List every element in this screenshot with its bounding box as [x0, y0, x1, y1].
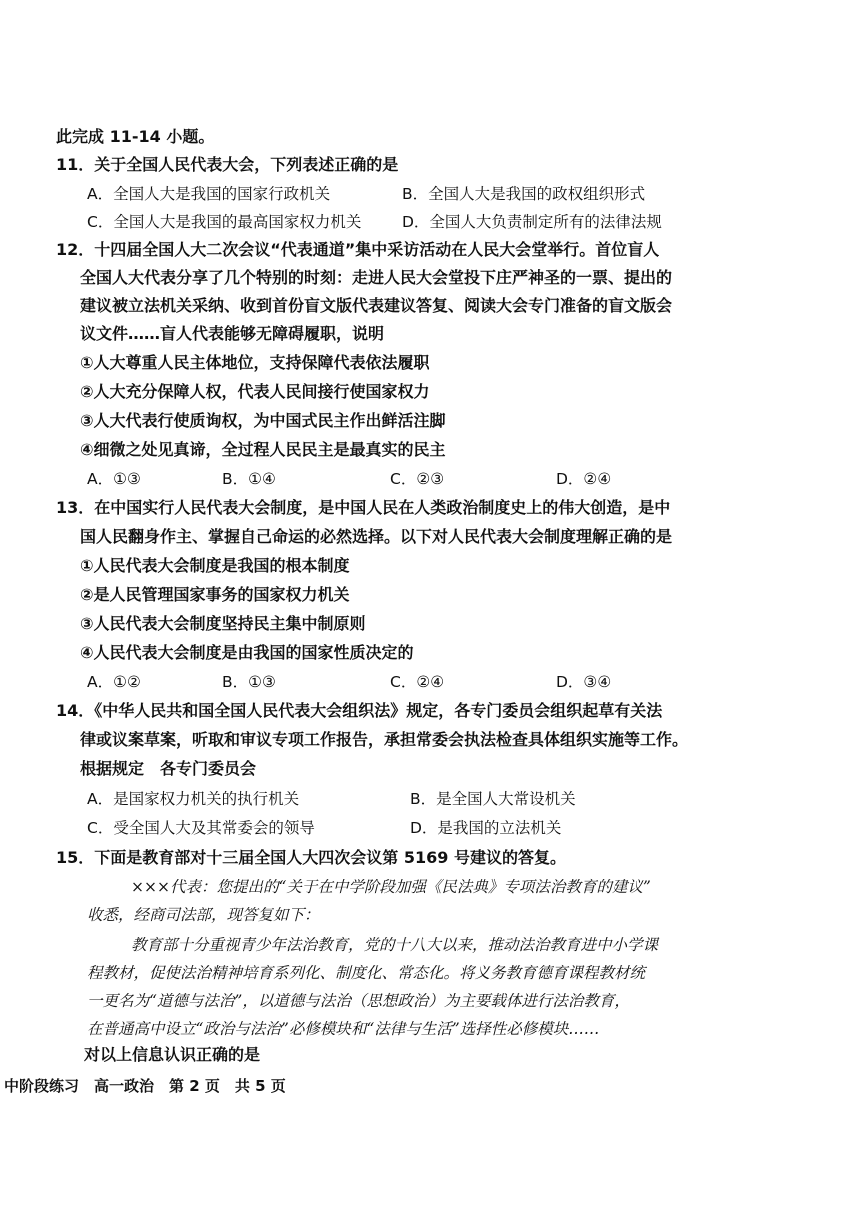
- q15-letter-line: 收悉，经商司法部，现答复如下：: [87, 906, 320, 924]
- q13-stem-line: 13．在中国实行人民代表大会制度，是中国人民在人类政治制度史上的伟大创造，是中: [56, 498, 671, 517]
- q12-stem-line: 全国人大代表分享了几个特别的时刻：走进人民大会堂投下庄严神圣的一票、提出的: [80, 268, 673, 287]
- q13-item: ①人民代表大会制度是我国的根本制度: [80, 556, 350, 575]
- q13-stem-line: 国人民翻身作主、掌握自己命运的必然选择。以下对人民代表大会制度理解正确的是: [80, 527, 673, 546]
- q14-stem-line: 根据规定 各专门委员会: [80, 759, 257, 778]
- q13-choice-a: A．①②: [87, 673, 141, 691]
- q12-item: ④细微之处见真谛，全过程人民民主是最真实的民主: [80, 440, 446, 459]
- q13-item: ④人民代表大会制度是由我国的国家性质决定的: [80, 643, 414, 662]
- q11-option-d: D．全国人大负责制定所有的法律法规: [402, 213, 662, 231]
- q12-item: ①人大尊重人民主体地位，支持保障代表依法履职: [80, 353, 430, 372]
- q15-letter-line: 教育部十分重视青少年法治教育，党的十八大以来，推动法治教育进中小学课: [131, 936, 659, 954]
- q12-item: ③人大代表行使质询权，为中国式民主作出鲜活注脚: [80, 411, 446, 430]
- q12-stem-line: 议文件……盲人代表能够无障碍履职，说明: [80, 324, 385, 343]
- q13-item: ②是人民管理国家事务的国家权力机关: [80, 585, 350, 604]
- q14-stem-line: 律或议案草案，听取和审议专项工作报告，承担常委会执法检查具体组织实施等工作。: [80, 730, 689, 749]
- q15-letter-line: 在普通高中设立“政治与法治”必修模块和“法律与生活”选择性必修模块……: [87, 1020, 600, 1038]
- q13-choice-d: D．③④: [556, 673, 612, 691]
- q12-choice-d: D．②④: [556, 470, 612, 488]
- q14-option-b: B．是全国人大常设机关: [410, 790, 576, 808]
- q11-option-c: C．全国人大是我国的最高国家权力机关: [87, 213, 362, 231]
- q14-stem-line: 14．《中华人民共和国全国人民代表大会组织法》规定，各专门委员会组织起草有关法: [56, 701, 663, 720]
- q12-choice-c: C．②③: [390, 470, 445, 488]
- q12-choice-b: B．①④: [222, 470, 276, 488]
- q14-option-d: D．是我国的立法机关: [410, 819, 562, 837]
- q14-option-c: C．受全国人大及其常委会的领导: [87, 819, 315, 837]
- page-footer: 中阶段练习 高一政治 第 2 页 共 5 页: [4, 1077, 286, 1095]
- q15-letter-line: 程教材，促使法治精神培育系列化、制度化、常态化。将义务教育德育课程教材统: [87, 964, 646, 982]
- q15-letter-line: ×××代表：您提出的“关于在中学阶段加强《民法典》专项法治教育的建议”: [131, 878, 651, 896]
- q12-stem-line: 建议被立法机关采纳、收到首份盲文版代表建议答复、阅读大会专门准备的盲文版会: [80, 296, 673, 315]
- intro-text: 此完成 11-14 小题。: [56, 127, 215, 146]
- q15-letter-line: 一更名为“道德与法治”，以道德与法治（思想政治）为主要载体进行法治教育，: [87, 992, 630, 1010]
- q11-stem: 11．关于全国人民代表大会，下列表述正确的是: [56, 155, 399, 174]
- q14-option-a: A．是国家权力机关的执行机关: [87, 790, 300, 808]
- q13-choice-c: C．②④: [390, 673, 445, 691]
- q11-option-a: A．全国人大是我国的国家行政机关: [87, 185, 331, 203]
- q13-item: ③人民代表大会制度坚持民主集中制原则: [80, 614, 366, 633]
- q11-option-b: B．全国人大是我国的政权组织形式: [402, 185, 646, 203]
- q12-item: ②人大充分保障人权，代表人民间接行使国家权力: [80, 382, 430, 401]
- q13-choice-b: B．①③: [222, 673, 276, 691]
- q12-choice-a: A．①③: [87, 470, 141, 488]
- q15-question: 对以上信息认识正确的是: [84, 1045, 261, 1064]
- q12-stem-line: 12．十四届全国人大二次会议“代表通道”集中采访活动在人民大会堂举行。首位盲人: [56, 240, 660, 259]
- q15-stem: 15．下面是教育部对十三届全国人大四次会议第 5169 号建议的答复。: [56, 848, 566, 867]
